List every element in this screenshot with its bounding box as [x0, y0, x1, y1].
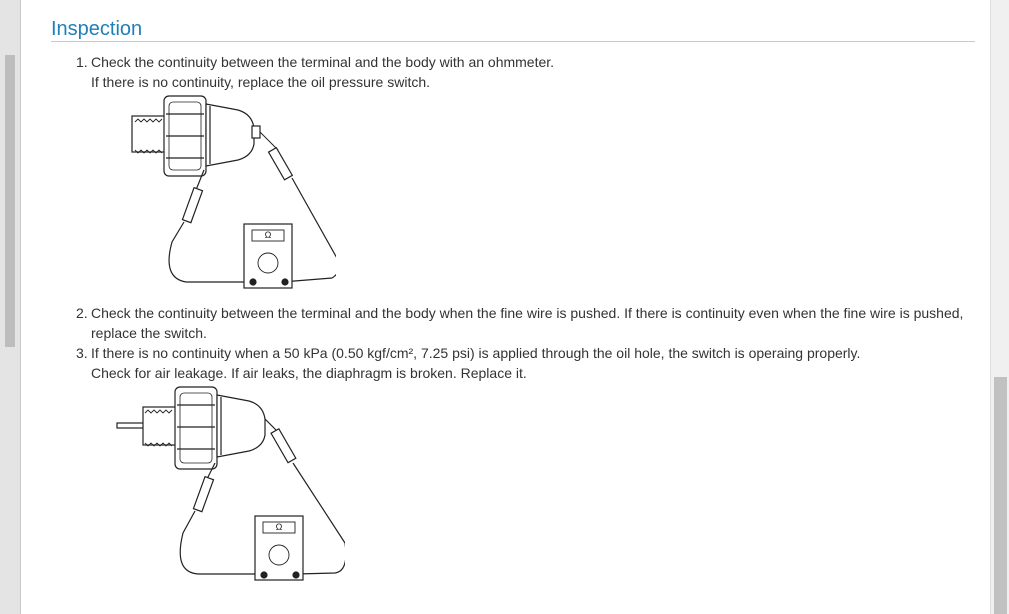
left-scrollbar[interactable]: [0, 0, 21, 614]
ohmmeter-symbol: Ω: [275, 522, 283, 532]
switch-body: [217, 395, 265, 457]
probe-lead-body: [193, 477, 213, 512]
document-page: [21, 0, 990, 614]
left-scrollbar-thumb[interactable]: [5, 55, 15, 347]
step-number: 1.: [76, 54, 88, 70]
hex-nut: [175, 387, 217, 469]
step-2: [76, 303, 963, 343]
step-text: Check the continuity between the terminal and the body with an ohmmeter.: [91, 54, 555, 70]
right-scrollbar[interactable]: [990, 0, 1009, 614]
step-text-continued: replace the switch.: [91, 325, 207, 341]
step-3: [76, 343, 860, 383]
step-text-continued: If there is no continuity, replace the oil pressure switch.: [91, 74, 431, 90]
step-text: Check the continuity between the terminal and the body when the fine wire is pushed. If there is continuity even when the fine wire is pushed,: [91, 305, 964, 321]
ohmmeter-symbol: Ω: [264, 230, 272, 240]
probe-lead-terminal: [271, 429, 296, 463]
threaded-stem: [143, 407, 177, 445]
step-text: If there is no continuity when a 50 kPa (0.50 kgf/cm², 7.25 psi) is applied through the oil hole, the switch is operaing properly.: [91, 345, 861, 361]
section-heading: Inspection: [51, 17, 975, 42]
threaded-stem: [132, 116, 168, 152]
switch-body: [206, 104, 254, 166]
step-number: 2.: [76, 305, 88, 321]
step-number: 3.: [76, 345, 88, 361]
step-1: [76, 52, 554, 92]
probe-lead-body: [182, 188, 202, 223]
right-scrollbar-thumb[interactable]: [994, 377, 1007, 614]
oil-pressure-switch-figure-2: [115, 383, 345, 583]
oil-pressure-switch-figure-1: [126, 92, 336, 292]
probe-lead-terminal: [269, 148, 293, 180]
step-text-continued: Check for air leakage. If air leaks, the diaphragm is broken. Replace it.: [91, 365, 527, 381]
